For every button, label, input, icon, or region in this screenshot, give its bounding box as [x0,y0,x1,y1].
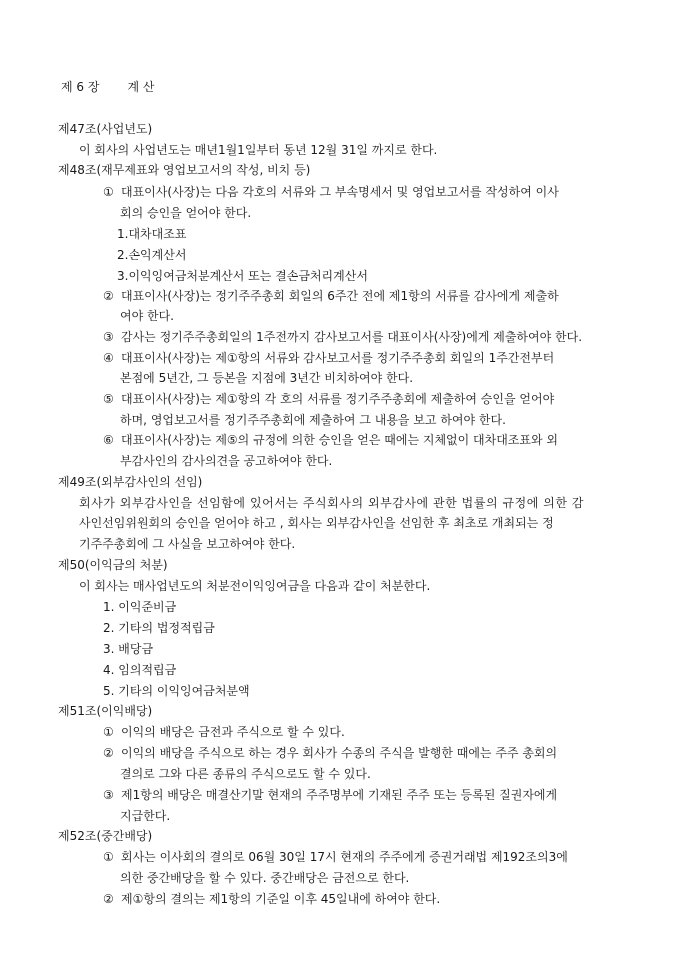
line-text: 제1항의 배당은 매결산기말 현재의 주주명부에 기재된 주주 또는 등록된 질권자에게 [121,788,558,802]
clause-continuation [120,766,371,782]
line-text: 1.대차대조표 [117,227,187,241]
clause-continuation [120,453,332,469]
line-text: 사인선임위원회의 승인을 얻어야 하고 , 회사는 외부감사인을 선임한 후 최초로 개최되는 정 [79,516,554,530]
clause-number: ⑥ [103,433,114,447]
line-text: 이 회사의 사업년도는 매년1월1일부터 동년 12월 31일 까지로 한다. [79,143,438,157]
line-text: 3. 배당금 [103,642,154,656]
line-text: 대표이사(사장)는 제⑤의 규정에 의한 승인을 얻은 때에는 지체없이 대차대조표와 외 [121,433,558,447]
clause-continuation [120,870,409,886]
line-text: 대표이사(사장)는 다음 각호의 서류와 그 부속명세서 및 영업보고서를 작성하여 이사 [121,185,559,199]
line-text: 제①항의 결의는 제1항의 기준일 이후 45일내에 하여야 한다. [121,892,441,906]
numbered-clause [103,432,558,448]
numbered-clause [103,329,582,345]
numbered-clause [103,350,554,366]
chapter-heading [61,79,154,95]
sub-item [117,226,186,242]
clause-number: ③ [103,788,114,802]
line-text: 회의 승인을 얻어야 한다. [120,206,252,220]
article-heading [58,162,310,178]
line-text: 4. 임의적립금 [103,663,177,677]
line-text: 제50(이익금의 처분) [58,558,168,572]
list-item [103,683,250,699]
clause-continuation [120,308,174,324]
line-text: 회사가 외부감사인을 선임함에 있어서는 주식회사의 외부감사에 관한 법률의 규정에 의한 감 [79,496,585,510]
list-item [103,641,153,657]
paragraph-line [79,142,437,158]
clause-number: ② [103,892,114,906]
clause-continuation [120,412,506,428]
numbered-clause [103,787,557,803]
article-heading [58,121,152,137]
paragraph-line [79,495,584,511]
clause-number: ② [103,746,114,760]
line-text: 대표이사(사장)는 제①항의 각 호의 서류를 정기주주총회에 제출하여 승인을 얻어야 [121,392,555,406]
line-text: 제48조(재무제표와 영업보고서의 작성, 비치 등) [58,163,311,177]
line-text: 제52조(중간배당) [58,829,153,843]
clause-continuation [120,205,251,221]
line-text: 제51조(이익배당) [58,704,153,718]
article-heading [58,828,152,844]
line-text: 5. 기타의 이익잉여금처분액 [103,684,250,698]
line-text: 1. 이익준비금 [103,600,177,614]
paragraph-line [79,515,554,531]
line-text: 지급한다. [120,809,171,823]
list-item [103,662,176,678]
clause-number: ② [103,289,114,303]
line-text: 제47조(사업년도) [58,122,153,136]
paragraph-line [79,578,430,594]
line-text: 2.손익계산서 [117,248,187,262]
clause-number: ⑤ [103,392,114,406]
line-text: 여야 한다. [120,309,174,323]
numbered-clause [103,849,568,865]
paragraph-line [79,536,295,552]
numbered-clause [103,745,557,761]
list-item [103,599,176,615]
line-text: 감사는 정기주주총회일의 1주전까지 감사보고서를 대표이사(사장)에게 제출하여야 한다. [121,330,583,344]
chapter-number: 제 6 장 [61,80,100,94]
line-text: 이익의 배당은 금전과 주식으로 할 수 있다. [121,725,345,739]
line-text: 본점에 5년간, 그 등본을 지점에 3년간 비치하여야 한다. [120,371,414,385]
numbered-clause [103,391,554,407]
clause-number: ④ [103,351,114,365]
line-text: 대표이사(사장)는 제①항의 서류와 감사보고서를 정기주주총회 회일의 1주간전부터 [121,351,555,365]
line-text: 부감사인의 감사의견을 공고하여야 한다. [120,454,333,468]
article-heading [58,703,152,719]
line-text: 3.이익잉여금처분계산서 또는 결손금처리계산서 [117,269,368,283]
numbered-clause [103,184,559,200]
clause-number: ① [103,725,114,739]
sub-item [117,268,368,284]
clause-continuation [120,370,413,386]
line-text: 제49조(외부감사인의 선임) [58,475,203,489]
line-text: 이익의 배당을 주식으로 하는 경우 회사가 수종의 주식을 발행한 때에는 주주 총회의 [121,746,558,760]
clause-number: ① [103,850,114,864]
numbered-clause [103,891,440,907]
line-text: 의한 중간배당을 할 수 있다. 중간배당은 금전으로 한다. [120,871,410,885]
line-text: 2. 기타의 법정적립금 [103,621,215,635]
sub-item [117,247,186,263]
article-heading [58,557,168,573]
numbered-clause [103,724,345,740]
clause-continuation [120,808,170,824]
line-text: 대표이사(사장)는 정기주주총회 회일의 6주간 전에 제1항의 서류를 감사에게 제출하 [121,289,559,303]
line-text: 결의로 그와 다른 종류의 주식으로도 할 수 있다. [120,767,371,781]
line-text: 이 회사는 매사업년도의 처분전이익잉여금을 다음과 같이 처분한다. [79,579,431,593]
numbered-clause [103,288,559,304]
line-text: 회사는 이사회의 결의로 06월 30일 17시 현재의 주주에게 증권거래법 제192조의3에 [121,850,568,864]
clause-number: ③ [103,330,114,344]
clause-number: ① [103,185,114,199]
chapter-title: 계 산 [127,80,155,94]
line-text: 기주주총회에 그 사실을 보고하여야 한다. [79,537,296,551]
line-text: 하며, 영업보고서를 정기주주총회에 제출하여 그 내용을 보고 하여야 한다. [120,413,506,427]
list-item [103,620,215,636]
article-heading [58,474,202,490]
